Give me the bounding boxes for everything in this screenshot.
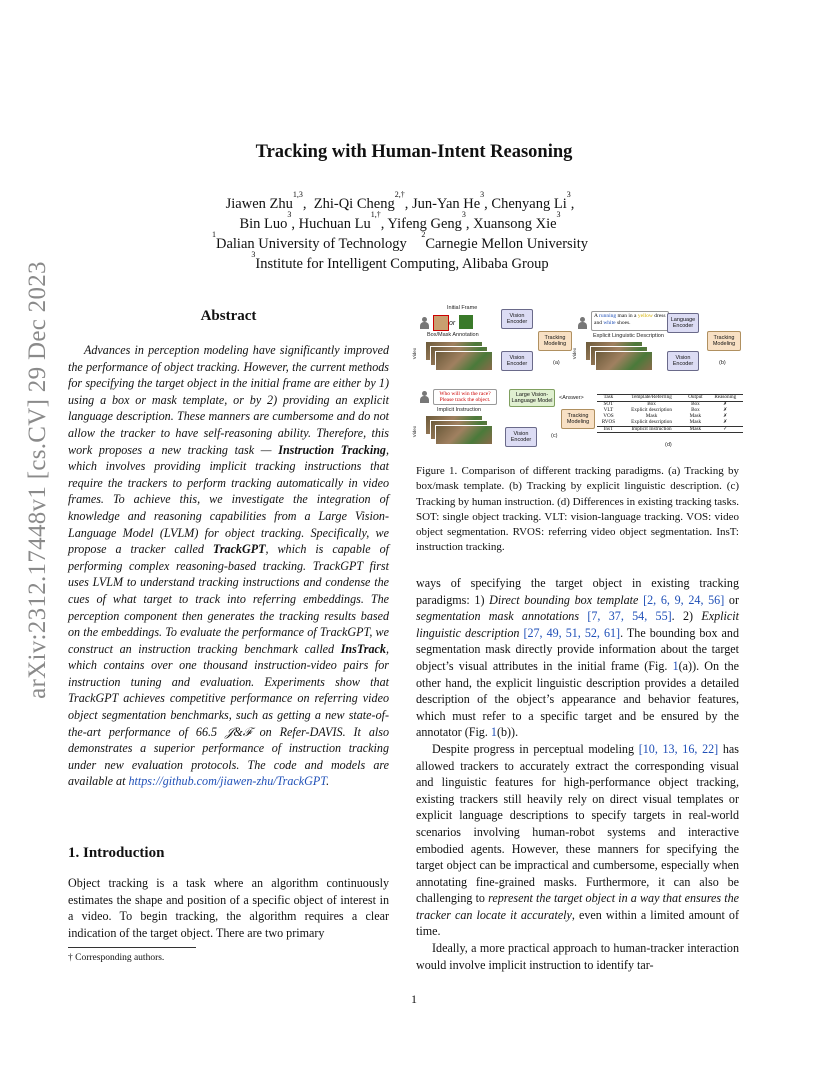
author-name: Xuansong Xie bbox=[473, 216, 557, 232]
box-mask-label: Box/Mask Annotation bbox=[427, 332, 479, 338]
paper-title: Tracking with Human-Intent Reasoning bbox=[255, 142, 573, 162]
user-icon bbox=[419, 391, 429, 403]
figure-caption: Figure 1. Comparison of different tracking paradigms. (a) Tracking by box/mask template. (b) Tracking by explicit linguistic description. (c) Tracking by human instruction. (d) Differences in existing tracking tasks. SOT: single object tracking. VLT: vision-language tracking. VOS: video object segmentation. RVOS: referring video object segmentation. InsT: instruction tracking. bbox=[416, 465, 739, 554]
table-row: VLT Explicit description Box ✗ bbox=[603, 406, 728, 413]
user-icon bbox=[419, 317, 429, 329]
author-name: Jun-Yan He bbox=[411, 196, 481, 212]
author-name: Yifeng Geng bbox=[387, 216, 462, 232]
initial-frame-label: Initial Frame bbox=[447, 305, 478, 311]
abstract-heading: Abstract bbox=[200, 308, 257, 324]
frame-thumbnail bbox=[433, 315, 449, 331]
author-name: Huchuan Lu bbox=[298, 216, 371, 232]
author-name: Bin Luo bbox=[239, 216, 288, 232]
intro-body-right: ways of specifying the target object in existing tracking paradigms: 1) Direct bounding box template [2, 6, 9, 24, 56] or segmentation mask annotations [7, 37, 54, 55]. 2) Explicit linguistic description [27, 49, 51, 52, 61]. The bounding box and segmentation mask directly provide information about the target object’s visual attributes in the initial frame (Fig. 1(a)). On the other hand, the explicit linguistic description provides a detailed description of the object’s appearance and behavior features, which must refer to a specific target and be ensured by the annotator (Fig. 1(b)). Despite progress in perceptual modeling [10, 13, 16, 22] has allowed trackers to accurately extract the corresponding visual and linguistic features for high-performance object tracking, existing trackers still heavily rely on direct visual templates or explicit language descriptions to specify targets in real-world scenarios involving human-robot systems and interactive embodied agents. However, these manners for specifying the target object can be impractical and cumbersome, especially when annotating fine-grained masks. Furthermore, it can also be challenging to represent the target object in a way that ensures the tracker can locate it accurately, even within a limited amount of time. Ideally, a more practical approach to human-tracker interaction would involve implicit instruction to identify tar- bbox=[416, 576, 740, 972]
affiliation: Institute for Intelligent Computing, Alibaba Group bbox=[255, 256, 549, 272]
intro-body: Object tracking is a task where an algorithm continuously estimates the shape and position of a specific object of interest in a video. To begin tracking, the algorithm requires a clear indication of the target object. There are two primary bbox=[68, 876, 389, 940]
affiliation: Carnegie Mellon University bbox=[425, 236, 588, 252]
frame-thumbnail bbox=[459, 315, 473, 329]
footnote-rule bbox=[68, 947, 196, 948]
intro-heading: 1. Introduction bbox=[68, 845, 165, 861]
vision-encoder-box: Vision Encoder bbox=[505, 427, 537, 447]
vision-encoder-box: Vision Encoder bbox=[501, 309, 533, 329]
lvm-box: Large Vision-Language Model bbox=[509, 389, 555, 407]
explicit-label: Explicit Linguistic Description bbox=[593, 333, 664, 339]
comparison-table: Task Template/Referring Output Reasoning SOT Box Box ✗ VLT Explicit description Box ✗ VOS Mask Mask ✗ RVOS Explicit description Mask ✗ InsT Implicit Instruction Mask ✓ bbox=[597, 394, 743, 433]
affiliations-line-1: $^1$Dalian University of Technology $^2$Carnegie Mellon University bbox=[212, 230, 588, 252]
github-link[interactable]: https://github.com/jiawen-zhu/TrackGPT bbox=[128, 774, 327, 789]
arxiv-id: arXiv:2312.17448v1 [cs.CV] 29 Dec 2023 bbox=[24, 261, 51, 699]
authors-line-2: Bin Luo$^3$, Huchuan $Lu^{1,\dagger}$, Yifeng Geng$^3$, Xuansong Xie$^3$ bbox=[239, 210, 561, 232]
arxiv-stamp bbox=[18, 261, 58, 699]
language-encoder-box: Language Encoder bbox=[667, 313, 699, 333]
vision-encoder-box: Vision Encoder bbox=[501, 351, 533, 371]
table-row: SOT Box Box ✗ bbox=[603, 400, 728, 407]
figure-1: Initial Frame or Box/Mask Annotation Video Vision Encoder Vision Encoder Tracking Modeling (a) A running man in a yellow dress and white shoes. Explicit Linguistic Description Language Encoder Video Vision Encoder Tracking Modeling (b) Who will win the race? Please track the object. Implicit Instruction Video Large Vision-Language Model <Answer> Tracking Modeling Vision Encoder (c) Task Template/Referring Output Reasoning SOT Box Box ✗ VLT Explicit description Box ✗ VOS Mask Mask ✗ RVOS Explicit description Mask ✗ InsT Implicit Instruction Mask ✓ (d) bbox=[413, 305, 743, 455]
user-icon bbox=[577, 317, 587, 329]
tracking-modeling-box: Tracking Modeling bbox=[538, 331, 572, 351]
tracking-modeling-box: Tracking Modeling bbox=[561, 409, 595, 429]
explicit-description-box: A running man in a yellow dress and white shoes. bbox=[591, 311, 669, 331]
table-row: RVOS Explicit description Mask ✗ bbox=[601, 418, 728, 425]
tracking-modeling-box: Tracking Modeling bbox=[707, 331, 741, 351]
page-number: 1 bbox=[411, 992, 417, 1006]
authors-block bbox=[150, 190, 650, 274]
author-name: Chenyang Li bbox=[491, 196, 567, 212]
footnote: † Corresponding authors. bbox=[68, 953, 165, 963]
table-row: InsT Implicit Instruction Mask ✓ bbox=[597, 426, 743, 433]
abstract-body: Advances in perception modeling have significantly improved the performance of object tracking. However, the current methods for specifying the target object in the initial frame are either by 1) using a box or mask template, or by 2) providing an explicit language description. These manners are cumbersome and do not allow the tracker to have self-reasoning ability. Therefore, this work proposes a new tracking task — Instruction Tracking, which involves providing implicit tracking instructions that require the trackers to perform tracking automatically in video frames. To achieve this, we investigate the integration of knowledge and reasoning capabilities from a Large Vision-Language Model (LVLM) for object tracking. Specifically, we propose a tracker called TrackGPT, which is capable of performing complex reasoning-based tracking. TrackGPT first uses LVLM to understand tracking instructions and condense the cues of what target to track into referring embeddings. The perception component then generates the tracking results based on the embeddings. To evaluate the performance of TrackGPT, we construct an instruction tracking benchmark called InsTrack, which contains over one thousand instruction-video pairs for instruction tuning and evaluation. Experiments show that TrackGPT achieves competitive performance on referring video object segmentation benchmarks, such as getting a new state-of-the-art performance of 66.5 𝒥&ℱ on Refer-DAVIS. It also demonstrates a superior performance of instruction tracking under new evaluation protocols. The code and models are available at https://github.com/jiawen-zhu/TrackGPT. bbox=[68, 343, 389, 789]
instruction-box: Who will win the race? Please track the object. bbox=[433, 389, 497, 405]
authors-line-1: Jiawen Zhu$^{1,3}$, Zhi-Qi Cheng$^{2,\dagger}$, Jun-Yan He$^3$, Chenyang Li$^3$, bbox=[225, 190, 575, 212]
author-name: Zhi-Qi Cheng bbox=[313, 196, 395, 212]
answer-label: <Answer> bbox=[559, 395, 584, 401]
affiliation: Dalian University of Technology bbox=[216, 236, 407, 252]
implicit-label: Implicit Instruction bbox=[437, 407, 482, 413]
vision-encoder-box: Vision Encoder bbox=[667, 351, 699, 371]
affiliations-line-2: $^3$Institute for Intelligent Computing, Alibaba Group bbox=[251, 250, 549, 272]
author-name: Jiawen Zhu bbox=[225, 196, 293, 212]
table-row: VOS Mask Mask ✗ bbox=[603, 412, 728, 419]
